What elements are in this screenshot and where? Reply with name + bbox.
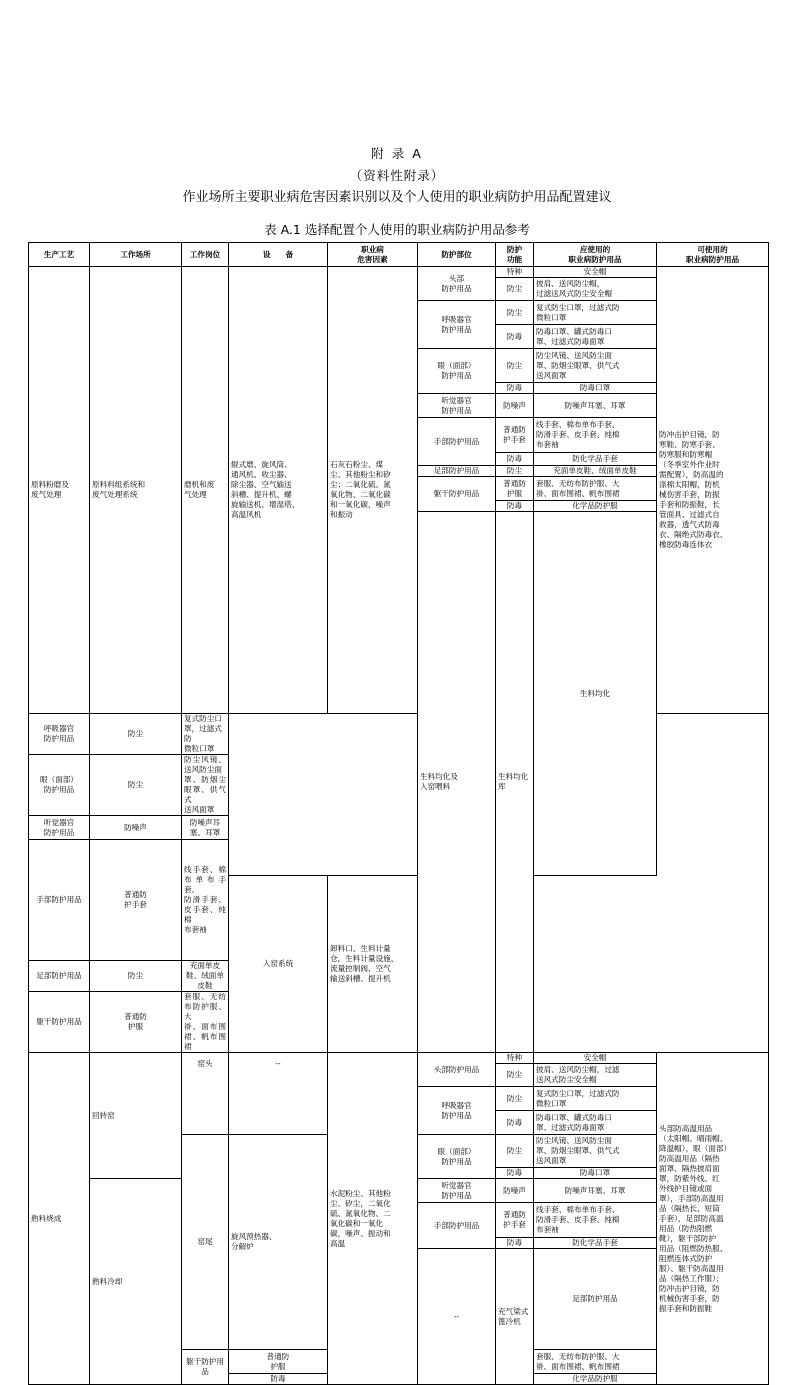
cell-process: 熟料烧成 <box>29 1053 90 1385</box>
ppe-reference-table <box>28 242 769 1385</box>
cell-function: 防尘 <box>496 278 534 301</box>
cell-function: 普通防 护手套 <box>496 1203 534 1238</box>
cell-should: 安全帽 <box>534 1053 657 1064</box>
cell-post: 磨机和废 气处理 <box>182 267 229 714</box>
cell-should: 复式防尘口罩，过滤式防 微粒口罩 <box>534 301 657 325</box>
cell-part: 足部防护用品 <box>534 1249 657 1350</box>
cell-should: 线手套、棉布单布手套、 防滑手套、皮手套、纯棉 布套袖 <box>534 1203 657 1238</box>
cell-part: 呼吸器官 防护用品 <box>418 1087 496 1135</box>
cell-function: 防尘 <box>496 349 534 383</box>
cell-part: 躯干防护用品 <box>182 1350 229 1385</box>
cell-part: 听觉器官 防护用品 <box>418 1179 496 1203</box>
cell-part: 手部防护用品 <box>29 840 90 961</box>
cell-should: 防毒口罩 <box>534 383 657 394</box>
cell-process: 生料均化及 入窑喂料 <box>418 512 496 1053</box>
cell-function: 普通防 护手套 <box>90 840 182 961</box>
cell-part: 手部防护用品 <box>418 418 496 466</box>
cell-should: 复式防尘口罩，过滤式防 微粒口罩 <box>182 714 229 755</box>
cell-function: 防毒 <box>496 1111 534 1135</box>
cell-workplace: 生料均化库 <box>496 512 534 1053</box>
cell-function: 特种 <box>496 267 534 278</box>
cell-equipment: 卸料口、生料计量 仓，生料计量设施、 流量控制阀、空气 输送斜槽、提升机 <box>328 876 418 1053</box>
cell-function: 防毒 <box>229 1374 328 1385</box>
cell-should: 防化学品手套 <box>534 1238 657 1249</box>
cell-post: 入窑系统 <box>229 876 328 1053</box>
cell-function: 特种 <box>496 1053 534 1064</box>
cell-function: 防噪声 <box>90 816 182 840</box>
cell-part: 头部 防护用品 <box>418 267 496 301</box>
cell-may: 头部防高温用品 （太阳帽、晴雨帽、 降温帽），眼（面部） 防高温用品（隔热 面罩、隔热披肩面 罩，防紫外线、红 外线护目镜或面 罩），手部防高温用 品（隔热长、短筒 手套），足部防高温 用品（防热阻燃 靴），躯干部防护 用品（阻燃防热服、 阻燃连体式防护 服）、躯干防高温用 品（隔热工作服）； 防冲击护目镜，防 机械伤害手套，防 振手套和防振鞋 <box>657 1053 769 1385</box>
cell-part: 听觉器官 防护用品 <box>29 816 90 840</box>
cell-function: 普通防 护手套 <box>496 418 534 453</box>
cell-part: 躯干防护用品 <box>29 992 90 1053</box>
cell-function: 防毒 <box>496 501 534 512</box>
cell-post: 窑头 <box>182 1053 229 1135</box>
header-post: 工作岗位 <box>182 243 229 267</box>
cell-should: 线手套、棉布单布手套、 防滑手套、皮手套、纯棉 布套袖 <box>534 418 657 453</box>
cell-should: 套服、无纺布防护服、大 褂、面布围裙、帆布围裙 <box>182 992 229 1053</box>
cell-should: 防尘风镜、送风防尘面 罩、防烟尘眼罩、供气式 送风面罩 <box>182 755 229 816</box>
cell-function: 普通防 护服 <box>229 1350 328 1374</box>
cell-function: 防尘 <box>90 714 182 755</box>
cell-should: 防尘风镜、送风防尘面 罩、防烟尘眼罩、供气式 送风面罩 <box>534 349 657 383</box>
header-workplace: 工作场所 <box>90 243 182 267</box>
cell-function: 防毒 <box>496 383 534 394</box>
cell-should: 安全帽 <box>534 267 657 278</box>
cell-function: 普通防 护服 <box>496 477 534 501</box>
cell-may: 防冲击护目镜，防 寒鞋、防寒手套、 防寒服和防寒帽 （冬季室外作业时 需配置），防高温的 涤棉太阳帽，防机 械伤害手套，防振 手套和防振鞋，长 管面具、过滤式自 救器，透气式防毒 衣、隔绝式防毒衣、 橡胶防毒连体衣 <box>657 267 769 714</box>
header-should: 应使用的 职业病防护用品 <box>534 243 657 267</box>
cell-function: 防尘 <box>496 1064 534 1087</box>
cell-should: 防毒口罩 <box>534 1168 657 1179</box>
table-row <box>29 840 769 876</box>
cell-part: 眼（面部） 防护用品 <box>418 1135 496 1179</box>
cell-part: 足部防护用品 <box>418 466 496 477</box>
cell-function: 防毒 <box>496 325 534 349</box>
cell-workplace: 熟料冷却 <box>90 1179 182 1385</box>
cell-post: -- <box>418 1249 496 1385</box>
cell-function: 防毒 <box>496 453 534 466</box>
header-equipment: 设 备 <box>229 243 328 267</box>
cell-should: 防毒口罩、罐式防毒口 罩、过滤式防毒面罩 <box>534 1111 657 1135</box>
header-part: 防护部位 <box>418 243 496 267</box>
cell-function: 防噪声 <box>496 394 534 418</box>
table-caption: 表 A.1 选择配置个人使用的职业病防护用品参考 <box>264 222 530 237</box>
appendix-label: 附 录 A <box>371 146 423 161</box>
cell-function: 防尘 <box>496 301 534 325</box>
appendix-nature: （资料性附录） <box>349 168 445 183</box>
cell-process: 原料粉磨及 废气处理 <box>29 267 90 714</box>
cell-function: 防尘 <box>90 961 182 992</box>
cell-should: 防噪声耳塞、耳罩 <box>182 816 229 840</box>
cell-function: 防毒 <box>496 1238 534 1249</box>
cell-equipment: 旋风预热器、 分解炉 <box>229 1135 328 1350</box>
cell-function: 防尘 <box>496 466 534 477</box>
cell-part: 手部防护用品 <box>418 1203 496 1249</box>
cell-should: 防噪声耳塞、耳罩 <box>534 1179 657 1203</box>
table-row <box>29 714 769 755</box>
cell-function: 防噪声 <box>496 1179 534 1203</box>
cell-part: 眼（面部） 防护用品 <box>418 349 496 394</box>
cell-should: 披肩、送风防尘帽， 过滤送风式防尘安全帽 <box>534 278 657 301</box>
cell-should: 充面单皮鞋、绒面单皮鞋 <box>182 961 229 992</box>
cell-workplace: 回转窑 <box>90 1053 182 1179</box>
cell-function: 防毒 <box>496 1168 534 1179</box>
cell-function: 普通防 护服 <box>90 992 182 1053</box>
table-row <box>29 267 769 278</box>
cell-part: 躯干防护用品 <box>418 477 496 512</box>
cell-should: 套服、无纺布防护服、大 褂、面布围裙、帆布围裙 <box>534 477 657 501</box>
cell-part: 听觉器官 防护用品 <box>418 394 496 418</box>
cell-should: 化学品防护服 <box>534 1374 657 1385</box>
cell-should: 充面单皮鞋、绒面单皮鞋 <box>534 466 657 477</box>
cell-part: 呼吸器官 防护用品 <box>29 714 90 755</box>
cell-equipment: 辊式磨、旋风筒、 通风机、收尘器、 除尘器、空气输送 斜槽、提升机、螺 旋输送机、增湿塔、 高温风机 <box>229 267 328 714</box>
cell-should: 化学品防护服 <box>534 501 657 512</box>
cell-should: 防噪声耳塞、耳罩 <box>534 394 657 418</box>
cell-function: 防尘 <box>90 755 182 816</box>
cell-part: 呼吸器官 防护用品 <box>418 301 496 349</box>
cell-should: 防尘风镜、送风防尘面 罩、防烟尘眼罩、供气式 送风面罩 <box>534 1135 657 1168</box>
cell-equipment: -- <box>229 1053 328 1135</box>
cell-part: 足部防护用品 <box>29 961 90 992</box>
cell-should: 线手套、棉布单布手套、 防滑手套、皮手套、纯棉 布套袖 <box>182 840 229 961</box>
cell-equipment: 充气梁式篦冷机 <box>496 1249 534 1385</box>
header-function: 防护 功能 <box>496 243 534 267</box>
header-process: 生产工艺 <box>29 243 90 267</box>
cell-part: 头部防护用品 <box>418 1053 496 1087</box>
cell-should: 防毒口罩、罐式防毒口 罩、过滤式防毒面罩 <box>534 325 657 349</box>
table-header-row <box>29 243 769 267</box>
cell-should: 披肩、送风防尘帽，过滤 送风式防尘安全帽 <box>534 1064 657 1087</box>
cell-post: 窑尾 <box>182 1135 229 1350</box>
appendix-title: 作业场所主要职业病危害因素识别以及个人使用的职业病防护用品配置建议 <box>182 190 612 205</box>
cell-function: 防尘 <box>496 1135 534 1168</box>
cell-hazard: 水泥粉尘、其他粉 尘、矽尘，二氧化 硫、氮氧化物、二 氧化碳和一氧化 碳，噪声、振动和 高温 <box>328 1053 418 1385</box>
table-row <box>29 755 769 816</box>
header-hazard: 职业病 危害因素 <box>328 243 418 267</box>
cell-workplace: 原料料组系统和 废气处理系统 <box>90 267 182 714</box>
header-may: 可使用的 职业病防护用品 <box>657 243 769 267</box>
cell-post: 生料均化 <box>534 512 657 876</box>
table-row <box>29 1053 769 1064</box>
cell-should: 套服、无纺布防护服、大 褂、面布围裙、帆布围裙 <box>534 1350 657 1374</box>
cell-function: 防尘 <box>496 1087 534 1111</box>
cell-part: 眼（面部） 防护用品 <box>29 755 90 816</box>
table-row <box>29 816 769 840</box>
cell-hazard: 石灰石粉尘、煤 尘、其他粉尘和矽 尘；二氧化硫、氮 氧化物、二氧化碳 和一氧化碳，噪声 和振动 <box>328 267 418 714</box>
cell-should: 复式防尘口罩，过滤式防 微粒口罩 <box>534 1087 657 1111</box>
cell-should: 防化学品手套 <box>534 453 657 466</box>
